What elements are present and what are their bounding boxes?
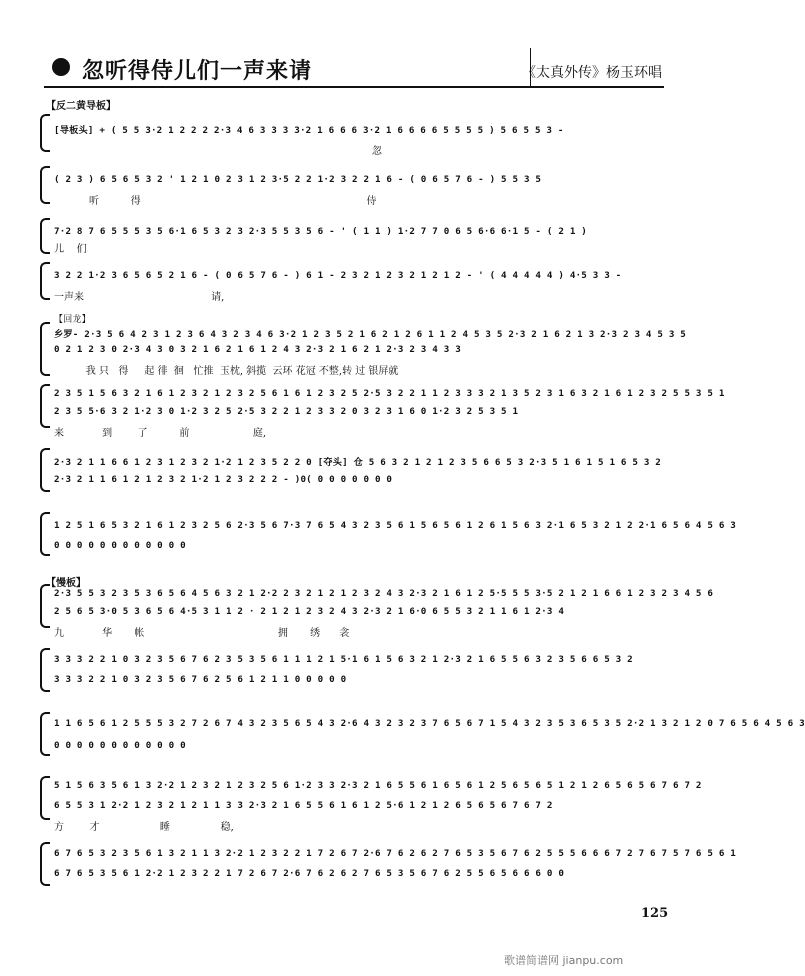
score-system-2 <box>40 166 670 214</box>
score-system-6 <box>40 384 725 439</box>
notation-line-lower: 6 7 6 5 3 5 6 1 2·2 1 2 3 2 2 1 7 2 6 7 2·6 7 6 2 6 2 7 6 5 3 5 6 7 6 2 5 5 6 5 6 6 6 0 0 <box>54 868 565 879</box>
mode-label-manban: 【慢板】 <box>46 578 86 589</box>
notation-line-upper: 5 1 5 6 3 5 6 1 3 2·2 1 2 3 2 1 2 3 2 5 6 1·2 3 3 2·3 2 1 6 5 5 6 1 6 5 6 1 2 5 6 5 6 5 1 2 1 2 6 5 6 5 6 7 6 7 2 <box>54 780 702 791</box>
system-brace <box>40 584 50 628</box>
notation-line: 3 2 2 1·2 3 6 5 6 5 2 1 6 - ( 0 6 5 7 6 - ) 6 1 - 2 3 2 1 2 3 2 1 2 1 2 - ' ( 4 4 4 4 4 ) 4·5 3 3 - <box>54 270 622 281</box>
score-system-13 <box>40 842 737 888</box>
notation-line-lower: 0 0 0 0 0 0 0 0 0 0 0 0 <box>54 740 186 751</box>
system-brace <box>40 322 50 376</box>
system-brace <box>40 114 50 152</box>
bullet-icon <box>52 58 70 76</box>
lyric-line: 九 华 帐 拥 绣 衾 <box>54 628 350 639</box>
song-source: 《太真外传》杨玉环唱 <box>522 65 662 81</box>
score-system-9 <box>40 584 714 640</box>
notation-line-lower: 0 0 0 0 0 0 0 0 0 0 0 0 <box>54 540 186 551</box>
system-brace <box>40 842 50 886</box>
notation-line-lower: 3 3 3 2 2 1 0 3 2 3 5 6 7 6 2 5 6 1 2 1 1 0 0 0 0 0 <box>54 674 347 685</box>
system-brace <box>40 712 50 756</box>
notation-line-upper: 1 2 5 1 6 5 3 2 1 6 1 2 3 2 5 6 2·3 5 6 7·3 7 6 5 4 3 2 3 5 6 1 5 6 5 6 1 2 6 1 5 6 3 2·1 6 5 3 2 1 2 2·1 6 5 6 4 5 6 3 <box>54 520 737 531</box>
notation-line-upper: 2·3 2 1 1 6 6 1 2 3 1 2 3 2 1·2 1 2 3 5 2 2 0 [夺头] 仓 5 6 3 2 1 2 1 2 3 5 6 6 5 3 2·3 5 1 6 1 5 1 6 5 3 2 <box>54 457 662 468</box>
lyric-line: 来 到 了 前 庭, <box>54 428 267 439</box>
notation-line-upper: 1 1 6 5 6 1 2 5 5 5 3 2 7 2 6 7 4 3 2 3 5 6 5 4 3 2·6 4 3 2 3 2 3 7 6 5 6 7 1 5 4 3 2 3 5 3 6 5 3 5 2·2 1 3 2 1 2 0 7 6 5 6 4 5 6 3 <box>54 718 805 729</box>
notation-line-upper: 2·3 5 5 3 2 3 5 3 6 5 6 4 5 6 3 2 1 2·2 2 3 2 1 2 1 2 3 2 4 3 2·3 2 1 6 1 2 5·5 5 5 3·5 2 1 2 1 6 6 1 2 3 2 3 4 5 6 <box>54 588 714 599</box>
song-title: 忽听得侍儿们一声来请 <box>82 58 313 84</box>
lyric-line: 儿 们 <box>54 244 87 255</box>
notation-line-upper: 2 3 5 1 5 6 3 2 1 6 1 2 3 2 1 2 3 2 5 6 1 6 1 2 3 2 5 2·5 3 2 2 1 1 2 3 3 3 2 1 3 5 2 3 1 6 3 2 1 6 1 2 3 2 5 5 3 5 1 <box>54 388 725 399</box>
score-system-11 <box>40 712 805 758</box>
notation-line: [导板头] + ( 5 5 3·2 1 2 2 2 2·3 4 6 3 3 3 3·2 1 6 6 6 3·2 1 6 6 6 6 5 5 5 5 ) 5 6 5 5 3 - <box>54 125 564 136</box>
notation-line-lower: 2 3 5 5·6 3 2 1·2 3 0 1·2 3 2 5 2·5 3 2 2 1 2 3 3 2 0 3 2 3 1 6 0 1·2 3 2 5 3 5 1 <box>54 406 519 417</box>
page-number: 125 <box>641 906 669 921</box>
page-header <box>44 48 664 88</box>
watermark: 歌谱简谱网 jianpu.com <box>504 954 624 967</box>
system-brace <box>40 512 50 556</box>
notation-line-lower: 2·3 2 1 1 6 1 2 1 2 3 2 1·2 1 2 3 2 2 2 - )0( 0 0 0 0 0 0 0 <box>54 474 393 485</box>
score-system-3 <box>40 218 670 262</box>
lyric-line: 忽 <box>54 146 382 157</box>
system-brace <box>40 166 50 204</box>
system-brace <box>40 776 50 820</box>
score-system-8 <box>40 512 737 560</box>
score-system-1 <box>40 114 670 162</box>
score-system-5 <box>40 312 687 377</box>
score-system-4 <box>40 262 670 310</box>
notation-line: ( 2 3 ) 6 5 6 5 3 2 ' 1 2 1 0 2 3 1 2 3·5 2 2 1·2 3 2 2 1 6 - ( 0 6 5 7 6 - ) 5 5 3 5 <box>54 174 542 185</box>
system-brace <box>40 648 50 692</box>
system-brace <box>40 262 50 300</box>
notation-line-upper: 乡罗- 2·3 5 6 4 2 3 1 2 3 6 4 3 2 3 4 6 3·2 1 2 3 5 2 1 6 2 1 2 6 1 1 2 4 5 3 5 2·3 2 1 6 2 1 3 2·3 2 3 4 5 3 5 <box>54 329 687 340</box>
notation-line-upper: 3 3 3 2 2 1 0 3 2 3 5 6 7 6 2 3 5 3 5 6 1 1 1 2 1 5·1 6 1 5 6 3 2 1 2·3 2 1 6 5 5 6 3 2 3 5 6 6 5 3 2 <box>54 654 633 665</box>
score-system-10 <box>40 648 670 694</box>
lyric-line: 我 只 得 起 徘 徊 忙推 玉枕, 斜揽 云环 花冠 不整,转 过 银屏就 <box>54 366 399 377</box>
lyric-line: 听 得 侍 <box>54 196 377 207</box>
score-system-7 <box>40 448 670 498</box>
score-system-12 <box>40 776 702 833</box>
notation-line-lower: 0 2 1 2 3 0 2·3 4 3 0 3 2 1 6 2 1 6 1 2 4 3 2·3 2 1 6 2 1 2·3 2 3 4 3 3 <box>54 344 461 355</box>
system-brace <box>40 384 50 428</box>
notation-line-lower: 2 5 6 5 3·0 5 3 6 5 6 4·5 3 1 1 2 · 2 1 2 1 2 3 2 4 3 2·3 2 1 6·0 6 5 5 3 2 1 1 6 1 2·3 4 <box>54 606 565 617</box>
lyric-line: 方 才 睡 稳, <box>54 822 234 833</box>
section-label-huilong: 【回龙】 <box>54 315 91 325</box>
notation-line-lower: 6 5 5 3 1 2·2 1 2 3 2 1 2 1 1 3 3 2·3 2 1 6 5 5 6 1 6 1 2 5·6 1 2 1 2 6 5 6 5 6 7 6 7 2 <box>54 800 553 811</box>
notation-line: 7·2 8 7 6 5 5 5 3 5 6·1 6 5 3 2 3 2·3 5 5 3 5 6 - ' ( 1 1 ) 1·2 7 7 0 6 5 6·6 6·1 5 - ( 2 1 ) <box>54 226 588 237</box>
system-brace <box>40 218 50 254</box>
system-brace <box>40 448 50 492</box>
mode-label-daoban: 【反二黄导板】 <box>46 101 116 112</box>
lyric-line: 一声来 请, <box>54 292 225 303</box>
notation-line-upper: 6 7 6 5 3 2 3 5 6 1 3 2 1 1 3 2·2 1 2 3 2 2 1 7 2 6 7 2·6 7 6 2 6 2 7 6 5 3 5 6 7 6 2 5 5 5 6 6 6 7 2 7 6 7 5 7 6 5 6 1 <box>54 848 737 859</box>
